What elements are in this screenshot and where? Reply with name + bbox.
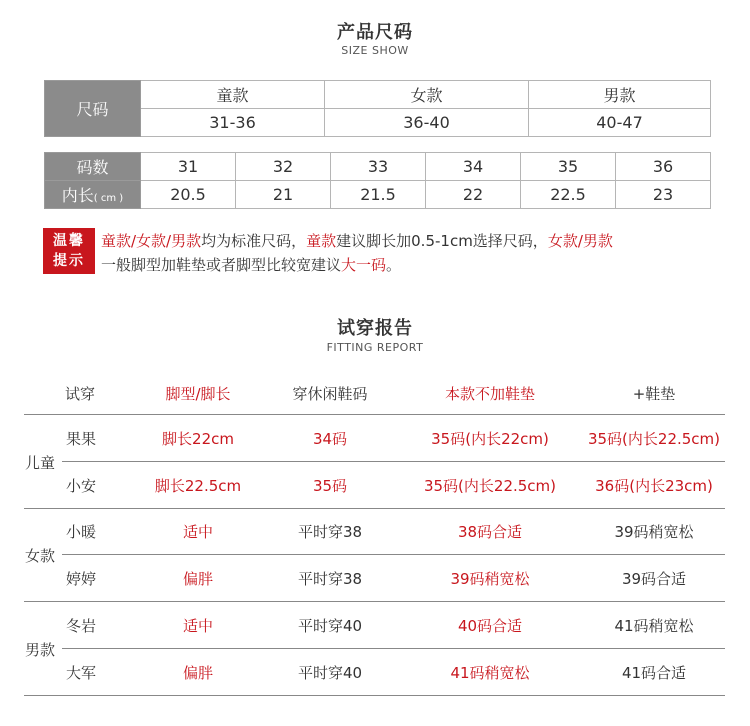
size-cell: 32 bbox=[236, 153, 331, 181]
report-header: +鞋垫 bbox=[632, 385, 676, 403]
report-header: 脚型/脚长 bbox=[165, 385, 231, 403]
report-subtitle: FITTING REPORT bbox=[326, 341, 424, 354]
women-size-range: 36-40 bbox=[325, 109, 529, 137]
report-header: 本款不加鞋垫 bbox=[444, 385, 536, 403]
kids-size-range: 31-36 bbox=[141, 109, 325, 137]
foot-shape: 脚长22.5cm bbox=[154, 477, 242, 495]
foot-shape: 适中 bbox=[182, 523, 214, 541]
length-cell: 21.5 bbox=[331, 181, 426, 209]
group-divider bbox=[24, 508, 725, 509]
size-with-insole: 39码合适 bbox=[621, 570, 687, 588]
tip-text: 一般脚型加鞋垫或者脚型比较宽建议 bbox=[101, 256, 342, 274]
row-divider bbox=[62, 461, 725, 462]
report-header: 穿休闲鞋码 bbox=[292, 385, 368, 403]
tip-text: 建议脚长加0.5-1cm选择尺码， bbox=[336, 232, 548, 250]
length-cell: 21 bbox=[236, 181, 331, 209]
size-cell: 31 bbox=[141, 153, 236, 181]
length-cell: 23 bbox=[616, 181, 711, 209]
casual-size: 平时穿40 bbox=[297, 617, 363, 635]
report-title: 试穿报告 bbox=[337, 318, 413, 339]
size-no-insole: 39码稍宽松 bbox=[450, 570, 530, 588]
size-no-insole: 35码(内长22cm) bbox=[431, 430, 549, 448]
length-cell: 22 bbox=[426, 181, 521, 209]
size-with-insole: 41码稍宽松 bbox=[614, 617, 694, 635]
tip-text: 。 bbox=[386, 256, 402, 274]
size-with-insole: 36码(内长23cm) bbox=[595, 477, 713, 495]
size-no-insole: 35码(内长22.5cm) bbox=[423, 477, 557, 495]
group-label: 女款 bbox=[24, 546, 56, 565]
tip-text: 均为标准尺码， bbox=[201, 232, 307, 250]
size-with-insole: 35码(内长22.5cm) bbox=[587, 430, 721, 448]
tip-highlight-text: 童款 bbox=[306, 232, 337, 250]
size-no-insole: 40码合适 bbox=[457, 617, 523, 635]
row-divider bbox=[62, 648, 725, 649]
tip-badge bbox=[43, 228, 95, 274]
foot-shape: 偏胖 bbox=[182, 664, 214, 682]
casual-size: 34码 bbox=[312, 430, 348, 448]
group-label: 儿童 bbox=[24, 453, 56, 472]
foot-shape: 脚长22cm bbox=[162, 430, 234, 448]
inner-length-unit: ( cm ) bbox=[93, 193, 124, 204]
size-with-insole: 41码合适 bbox=[621, 664, 687, 682]
casual-size: 35码 bbox=[312, 477, 348, 495]
tip-badge-line1: 温馨 bbox=[53, 233, 85, 249]
size-range-table bbox=[44, 80, 711, 137]
tip-line-1 bbox=[101, 230, 613, 251]
casual-size: 平时穿38 bbox=[297, 523, 363, 541]
size-number-label: 码数 bbox=[45, 153, 141, 181]
size-no-insole: 41码稍宽松 bbox=[450, 664, 530, 682]
size-with-insole: 39码稍宽松 bbox=[614, 523, 694, 541]
size-section-title: 产品尺码 bbox=[337, 22, 413, 43]
size-cell: 35 bbox=[521, 153, 616, 181]
tester-name: 果果 bbox=[66, 430, 97, 448]
size-cell: 36 bbox=[616, 153, 711, 181]
report-header: 试穿 bbox=[64, 385, 96, 403]
length-cell: 20.5 bbox=[141, 181, 236, 209]
tip-badge-line2: 提示 bbox=[53, 253, 85, 269]
tester-name: 婷婷 bbox=[66, 570, 97, 588]
row-divider bbox=[62, 554, 725, 555]
length-cell: 22.5 bbox=[521, 181, 616, 209]
tester-name: 小安 bbox=[66, 477, 97, 495]
men-size-range: 40-47 bbox=[529, 109, 711, 137]
tip-highlight-text: 童款/女款/男款 bbox=[101, 232, 202, 250]
header-divider bbox=[24, 414, 725, 415]
inner-length-label-text: 内长 bbox=[61, 186, 94, 205]
tester-name: 大军 bbox=[66, 664, 97, 682]
size-cell: 33 bbox=[331, 153, 426, 181]
inner-length-label bbox=[45, 181, 141, 209]
tip-highlight-text: 女款/男款 bbox=[547, 232, 613, 250]
foot-shape: 适中 bbox=[182, 617, 214, 635]
casual-size: 平时穿38 bbox=[297, 570, 363, 588]
size-row-label: 尺码 bbox=[45, 81, 141, 137]
group-divider bbox=[24, 601, 725, 602]
group-label: 男款 bbox=[24, 640, 56, 659]
casual-size: 平时穿40 bbox=[297, 664, 363, 682]
inner-length-table bbox=[44, 152, 711, 209]
men-column-header: 男款 bbox=[529, 81, 711, 109]
tip-line-2 bbox=[101, 254, 401, 275]
women-column-header: 女款 bbox=[325, 81, 529, 109]
tip-highlight-text: 大一码 bbox=[341, 256, 387, 274]
size-cell: 34 bbox=[426, 153, 521, 181]
foot-shape: 偏胖 bbox=[182, 570, 214, 588]
tester-name: 冬岩 bbox=[66, 617, 97, 635]
kids-column-header: 童款 bbox=[141, 81, 325, 109]
group-divider bbox=[24, 695, 725, 696]
size-no-insole: 38码合适 bbox=[457, 523, 523, 541]
tester-name: 小暖 bbox=[66, 523, 97, 541]
size-section-subtitle: SIZE SHOW bbox=[341, 44, 409, 57]
